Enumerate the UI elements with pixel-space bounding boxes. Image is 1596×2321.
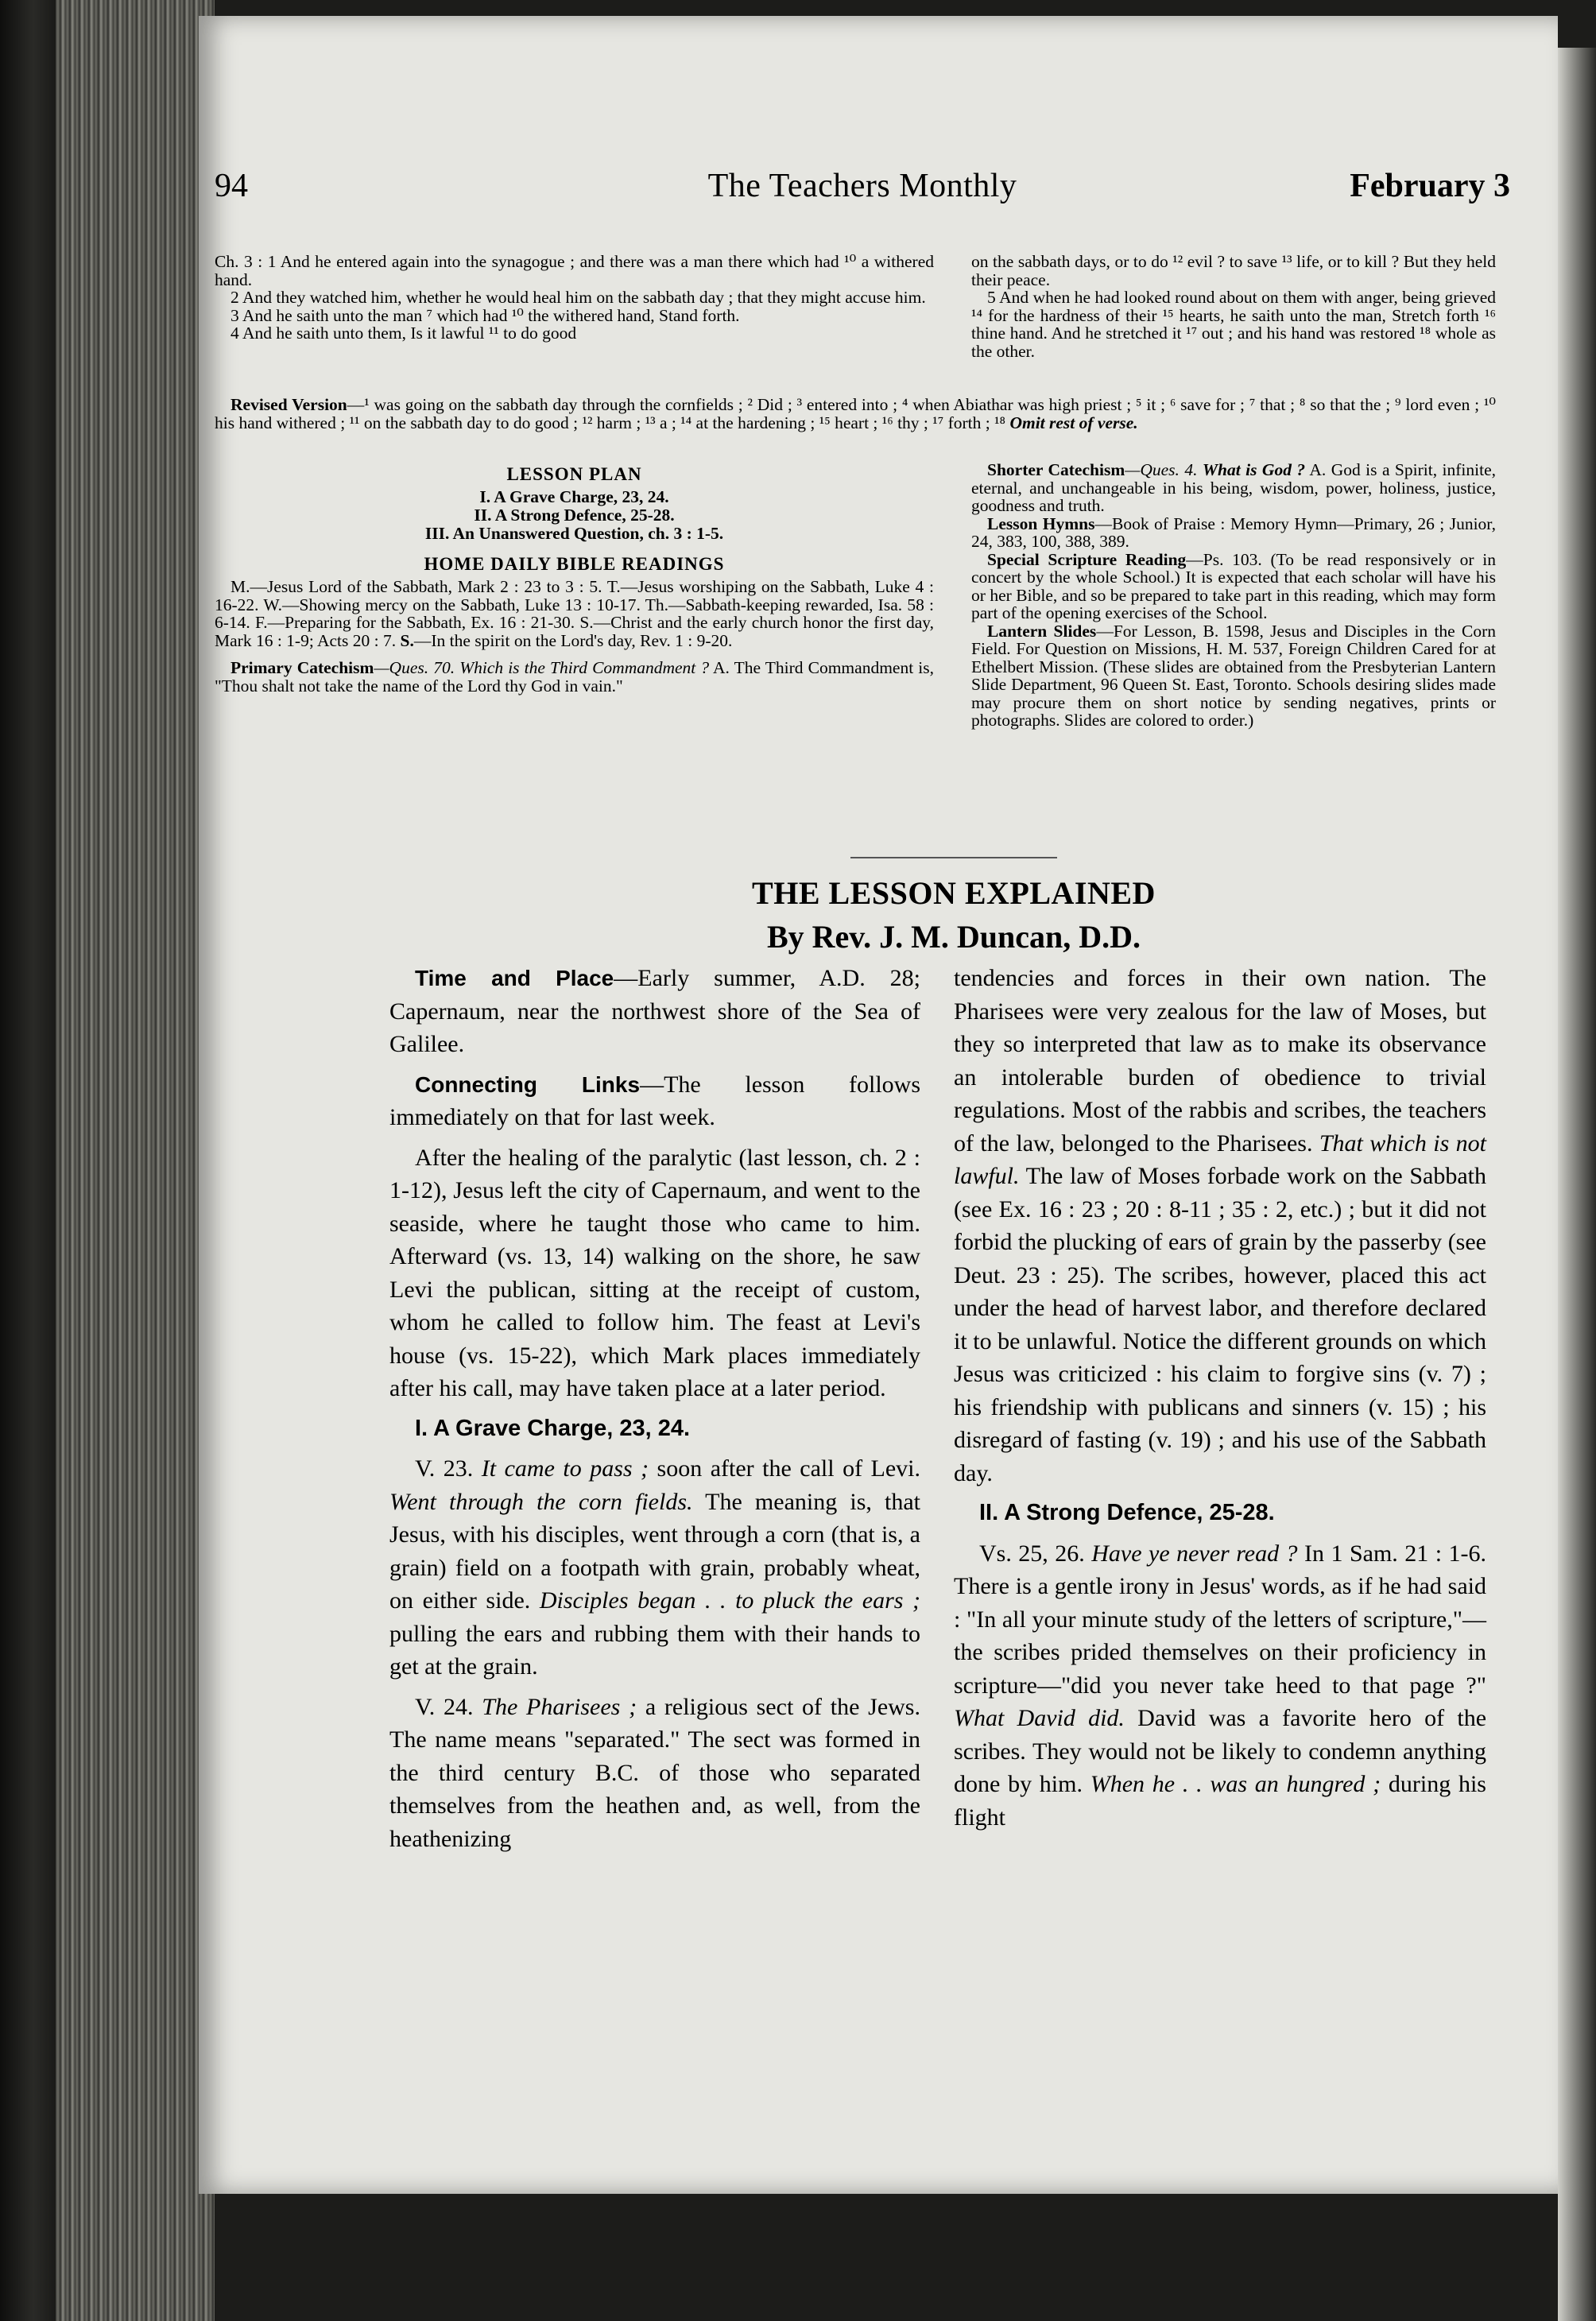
daily-readings-heading: HOME DAILY BIBLE READINGS bbox=[424, 554, 725, 574]
primary-catechism-label: Primary Catechism bbox=[230, 658, 374, 677]
scripture-verse: 3 And he saith unto the man ⁷ which had ¹⁰ the withered hand, Stand forth. bbox=[230, 305, 740, 325]
commentary: The meaning is, that Jesus, with his disciples, went through a corn (that is, a grain) field on a footpath with grain, probably wheat, on either side. bbox=[389, 1488, 921, 1614]
facing-page-edge bbox=[1558, 48, 1596, 2321]
lesson-plan-heading: LESSON PLAN bbox=[506, 464, 642, 484]
quoted-phrase: Have ye never read ? bbox=[1091, 1540, 1298, 1567]
article-paragraph bbox=[954, 962, 1486, 1490]
time-and-place bbox=[389, 962, 920, 1061]
quoted-phrase: Disciples began . . to pluck the ears ; bbox=[539, 1587, 920, 1614]
time-and-place-text: —Early summer, A.D. 28; Capernaum, near the northwest shore of the Sea of Galilee. bbox=[389, 965, 920, 1057]
lesson-plan-item: III. An Unanswered Question, ch. 3 : 1-5. bbox=[424, 524, 724, 543]
lantern-slides-label: Lantern Slides bbox=[987, 621, 1097, 641]
special-scripture-reading bbox=[971, 551, 1496, 622]
revised-version-text: —¹ was going on the sabbath day through the cornfields ; ² Did ; ³ entered into ; ⁴ when Abiathar was high priest ; ⁵ it ; ⁶ save for ; ⁷ that ; ⁸ so that the ; ⁹ lord even ; ¹⁰ his hand withered ; ¹¹ on the sabbath day to do good ; ¹² harm ; ¹³ a ; ¹⁴ at the hardening ; ¹⁵ heart ; ¹⁶ thy ; ¹⁷ forth ; ¹⁸ bbox=[215, 395, 1496, 432]
shorter-catechism-answer: A. God is a Spirit, infinite, eternal, and unchangeable in his being, wisdom, power, holiness, justice, goodness and truth. bbox=[971, 460, 1496, 515]
scripture-verse: on the sabbath days, or to do ¹² evil ? to save ¹³ life, or to kill ? But they held their peace. bbox=[971, 252, 1496, 289]
revised-version-omit: Omit rest of verse. bbox=[1009, 413, 1138, 432]
commentary: pulling the ears and rubbing them with their hands to get at the grain. bbox=[389, 1620, 920, 1680]
shorter-catechism bbox=[971, 461, 1496, 515]
connecting-links-text: —The lesson follows immediately on that for last week. bbox=[389, 1071, 921, 1130]
section-byline: By Rev. J. M. Duncan, D.D. bbox=[766, 919, 1141, 955]
special-reading-text: —Ps. 103. (To be read responsively or in concert by the whole School.) It is expected that each scholar will have his or her Bible, and so be prepared to take part in this reading, which may form part of the opening exercises of the School. bbox=[971, 549, 1496, 622]
commentary: a religious sect of the Jews. The name means "separated." The sect was formed in the third century B.C. of those who separated themselves from the heathen and, as well, from the heathenizing bbox=[389, 1693, 920, 1852]
daily-readings-text: M.—Jesus Lord of the Sabbath, Mark 2 : 23 to 3 : 5. T.—Jesus worshiping on the Sabbath, Luke 4 : 16-22. W.—Showing mercy on the Sabbath, Luke 13 : 10-17. Th.—Sabbath-keeping rewarded, Isa. 58 : 6-14. F.—Preparing for the Sabbath, Ex. 16 : 21-30. S.—Christ and the early church honor the first day, Mark 16 : 1-9; Acts 20 : 7. bbox=[215, 577, 934, 650]
lesson-plan-item: I. A Grave Charge, 23, 24. bbox=[479, 487, 669, 506]
revised-version-label: Revised Version bbox=[230, 395, 347, 414]
quoted-phrase: Went through the corn fields. bbox=[389, 1488, 693, 1515]
article-paragraph bbox=[389, 1452, 920, 1684]
primary-catechism bbox=[215, 659, 934, 695]
section-title: THE LESSON EXPLAINED bbox=[752, 875, 1156, 911]
subheading-grave-charge: I. A Grave Charge, 23, 24. bbox=[415, 1415, 691, 1441]
quoted-phrase: It came to pass ; bbox=[481, 1455, 649, 1482]
daily-readings bbox=[215, 578, 934, 649]
shorter-catechism-ques: —Ques. 4. bbox=[1125, 460, 1198, 479]
commentary: soon after the call of Levi. bbox=[657, 1455, 921, 1482]
article-paragraph bbox=[954, 1537, 1486, 1835]
lesson-hymns bbox=[971, 515, 1496, 551]
subheading-strong-defence: II. A Strong Defence, 25-28. bbox=[979, 1500, 1275, 1525]
scripture-text-left bbox=[215, 253, 934, 343]
running-header bbox=[215, 167, 1510, 223]
connecting-links-label: Connecting Links bbox=[415, 1071, 641, 1097]
article-column-left bbox=[389, 962, 920, 1862]
shorter-catechism-question: What is God ? bbox=[1202, 460, 1306, 479]
lesson-aids-left bbox=[215, 461, 934, 695]
lesson-hymns-text: —Book of Praise : Memory Hymn—Primary, 26 ; Junior, 24, 383, 100, 388, 389. bbox=[971, 513, 1496, 551]
lantern-slides bbox=[971, 622, 1496, 730]
page-number: 94 bbox=[215, 168, 248, 204]
daily-readings-last-text: —In the spirit on the Lord's day, Rev. 1 : 9-20. bbox=[413, 630, 733, 650]
scripture-verse: 5 And when he had looked round about on them with anger, being grieved ¹⁴ for the hardness of their ¹⁵ hearts, he saith unto the man, Stretch forth ¹⁶ thine hand. And he stretched it ¹⁷ out ; and his hand was restored ¹⁸ whole as the other. bbox=[971, 288, 1496, 361]
commentary: David was a favorite hero of the scribes. They would not be likely to condemn anything done by him. bbox=[954, 1705, 1487, 1797]
lesson-aids-right bbox=[971, 461, 1496, 730]
book-spine bbox=[0, 0, 56, 2321]
lantern-slides-text: —For Lesson, B. 1598, Jesus and Disciples in the Corn Field. For Question on Missions, H. M. 537, Foreign Children Cared for at Ethelbert Mission. (These slides are obtained from the Presbyterian Lantern Slide Department, 96 Queen St. East, Toronto. Schools desiring slides made may procure them on short notice by sending negatives, prints or photographs. Slides are colored to order.) bbox=[971, 621, 1496, 730]
section-divider bbox=[850, 857, 1057, 858]
primary-catechism-answer: A. The Third Commandment is, "Thou shalt not take the name of the Lord thy God in vain." bbox=[215, 658, 934, 696]
scripture-text-right bbox=[971, 253, 1496, 360]
issue-date: February 3 bbox=[1350, 168, 1510, 204]
verse-ref: Vs. 25, 26. bbox=[979, 1540, 1085, 1567]
page-edges bbox=[56, 0, 215, 2321]
verse-ref: V. 24. bbox=[415, 1693, 474, 1720]
article-column-right bbox=[954, 962, 1486, 1841]
scripture-verse: 4 And he saith unto them, Is it lawful ¹¹ to do good bbox=[230, 324, 577, 343]
primary-catechism-ques: —Ques. 70. bbox=[374, 658, 455, 677]
scripture-verse: Ch. 3 : 1 And he entered again into the synagogue ; and there was a man there which had ¹⁰ a withered hand. bbox=[215, 252, 934, 289]
article-paragraph bbox=[389, 1691, 920, 1856]
scripture-verse: 2 And they watched him, whether he would heal him on the sabbath day ; that they might accuse him. bbox=[230, 288, 926, 307]
article-paragraph: After the healing of the paralytic (last lesson, ch. 2 : 1-12), Jesus left the city of Capernaum, and went to the seaside, where he taught those who came to him. Afterward (vs. 13, 14) walking on the shore, he saw Levi the publican, sitting at the receipt of custom, whom he called to follow him. The feast at Levi's house (vs. 15-22), which Mark places immediately after his call, may have taken place at a later period. bbox=[389, 1144, 920, 1401]
time-and-place-label: Time and Place bbox=[415, 966, 614, 990]
commentary: In 1 Sam. 21 : 1-6. There is a gentle irony in Jesus' words, as if he had said : "In all your minute study of the letters of scripture,"—the scribes prided themselves on their proficiency in scripture—"did you never take heed to that page ?" bbox=[954, 1540, 1486, 1699]
lesson-plan-item: II. A Strong Defence, 25-28. bbox=[474, 506, 675, 525]
quoted-phrase: What David did. bbox=[954, 1705, 1125, 1731]
connecting-links bbox=[389, 1068, 920, 1134]
verse-ref: V. 23. bbox=[415, 1455, 474, 1482]
commentary: The law of Moses forbade work on the Sabbath (see Ex. 16 : 23 ; 20 : 8-11 ; 35 : 2, etc.) ; but it did not forbid the plucking of ears of grain by the passerby (see Deut. 23 : 25). The scribes, however, placed this act under the head of harvest labor, and therefore declared it to be unlawful. Notice the different grounds on which Jesus was criticized : his claim to forgive sins (v. 7) ; his friendship with publicans and sinners (v. 15) ; his disregard of fasting (v. 19) ; and his use of the Sabbath day. bbox=[954, 1163, 1486, 1486]
commentary: during his flight bbox=[954, 1771, 1486, 1831]
revised-version-notes bbox=[215, 396, 1496, 432]
daily-readings-last-label: S. bbox=[400, 630, 414, 650]
quoted-phrase: The Pharisees ; bbox=[482, 1693, 637, 1720]
special-reading-label: Special Scripture Reading bbox=[987, 549, 1187, 569]
quoted-phrase: When he . . was an hungred ; bbox=[1090, 1771, 1381, 1797]
lesson-hymns-label: Lesson Hymns bbox=[987, 513, 1095, 533]
quoted-phrase: That which is not lawful. bbox=[954, 1130, 1487, 1189]
primary-catechism-question: Which is the Third Commandment ? bbox=[459, 658, 710, 677]
running-title: The Teachers Monthly bbox=[707, 168, 1017, 204]
shorter-catechism-label: Shorter Catechism bbox=[987, 460, 1125, 479]
commentary: tendencies and forces in their own nation. The Pharisees were very zealous for the law of Moses, but they so interpreted that law as to make its observance an intolerable burden of obedience to trivial regulations. Most of the rabbis and scribes, the teachers of the law, belonged to the Pharisees. bbox=[954, 965, 1486, 1157]
